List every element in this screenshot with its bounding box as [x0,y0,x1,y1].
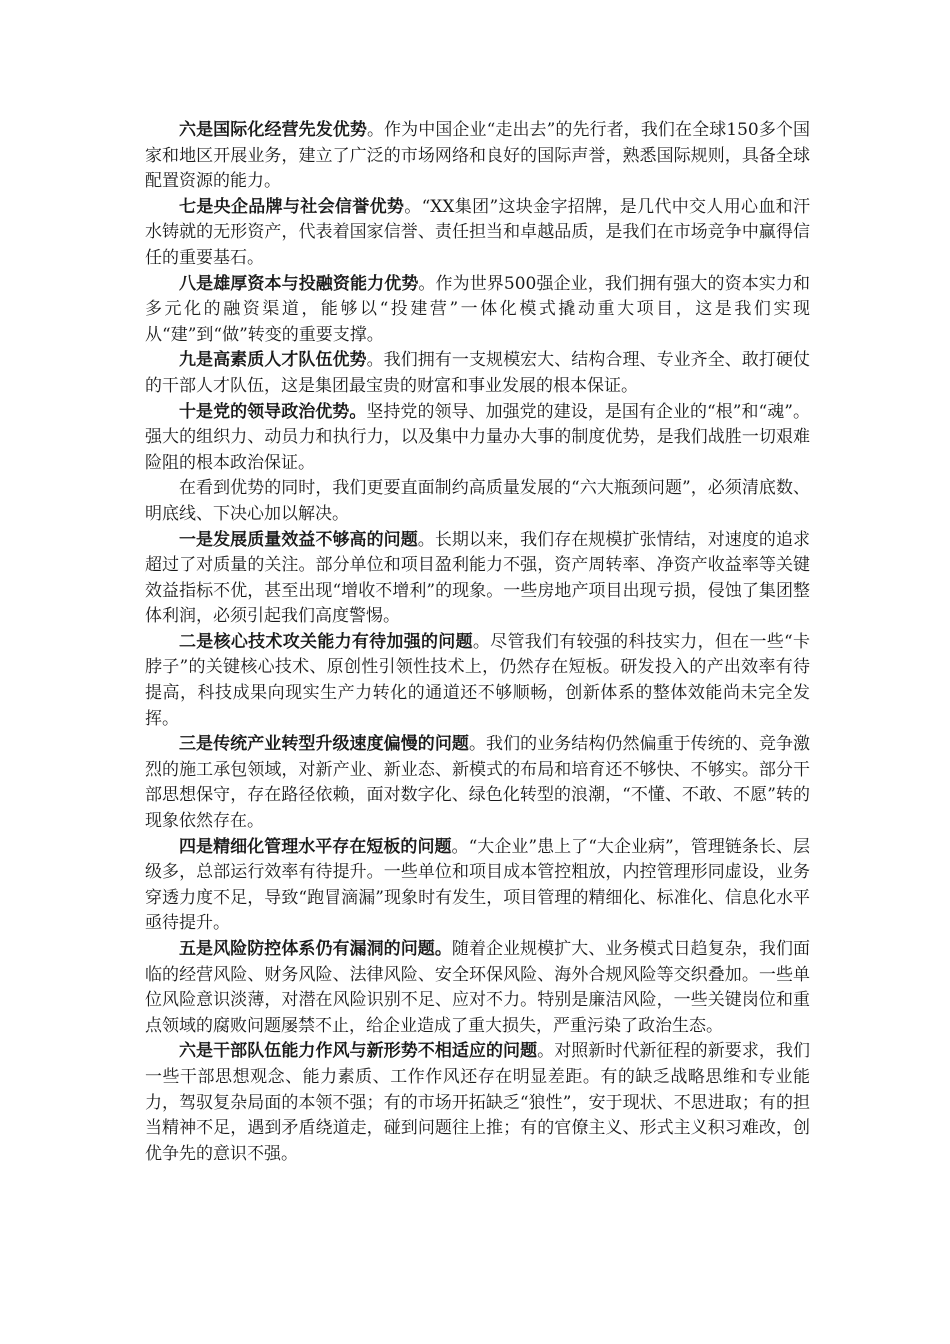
paragraph-lead: 六是国际化经营先发优势 [179,120,367,140]
paragraph-lead: 四是精细化管理水平存在短板的问题 [179,836,452,857]
paragraph-lead: 十是党的领导政治优势。 [179,401,367,422]
paragraph-problem-6 [145,1039,810,1167]
paragraph-problem-3 [145,732,810,834]
paragraph-text: 。我们拥有一支规模宏大、结构合理、专业齐全、敢打硬仗的干部人才队伍，这是集团最宝贵的财富和事业发展的根本保证。 [145,350,811,396]
paragraph-lead: 五是风险防控体系仍有漏洞的问题。 [179,939,452,959]
paragraph-text: 。作为中国企业“走出去”的先行者，我们在全球150多个国家和地区开展业务，建立了广泛的市场网络和良好的国际声誉，熟悉国际规则，具备全球配置资源的能力。 [145,120,810,192]
paragraph-text: 。我们的业务结构仍然偏重于传统的、竞争激烈的施工承包领域，对新产业、新业态、新模式的布局和培育还不够快、不够实。部分干部思想保守，存在路径依赖，面对数字化、绿色化转型的浪潮，“不懂、不敢、不愿”转的现象依然存在。 [145,734,811,832]
paragraph-problem-1 [145,528,810,630]
paragraph-text: 在看到优势的同时，我们更要直面制约高质量发展的“六大瓶颈问题”，必须清底数、明底线、下决心加以解决。 [145,478,810,524]
paragraph-text: 。作为世界500强企业，我们拥有强大的资本实力和多元化的融资渠道，能够以“投建营”一体化模式撬动重大项目，这是我们实现从“建”到“做”转变的重要支撑。 [145,273,810,345]
paragraph-lead: 一是发展质量效益不够高的问题 [179,529,418,550]
paragraph-problem-4 [145,835,810,937]
paragraph-advantage-6 [145,118,810,195]
paragraph-advantage-7 [145,195,810,272]
paragraph-text: 。对照新时代新征程的新要求，我们一些干部思想观念、能力素质、工作作风还存在明显差距。有的缺乏战略思维和专业能力，驾驭复杂局面的本领不强；有的市场开拓缺乏“狼性”，安于现状、不思进取；有的担当精神不足，遇到矛盾绕道走，碰到问题往上推；有的官僚主义、形式主义积习难改，创优争先的意识不强。 [145,1041,811,1164]
paragraph-lead: 三是传统产业转型升级速度偏慢的问题 [179,734,469,755]
paragraph-lead: 二是核心技术攻关能力有待加强的问题 [179,631,473,652]
paragraph-text: 。“大企业”患上了“大企业病”，管理链条长、层级多，总部运行效率有待提升。一些单位和项目成本管控粗放，内控管理形同虚设，业务穿透力度不足，导致“跑冒滴漏”现象时有发生，项目管理的精细化、标准化、信息化水平亟待提升。 [145,836,811,934]
paragraph-advantage-9 [145,348,810,399]
paragraph-text: 随着企业规模扩大、业务模式日趋复杂，我们面临的经营风险、财务风险、法律风险、安全环保风险、海外合规风险等交织叠加。一些单位风险意识淡薄，对潜在风险识别不足、应对不力。特别是廉洁风险，一些关键岗位和重点领域的腐败问题屡禁不止，给企业造成了重大损失，严重污染了政治生态。 [145,939,811,1036]
paragraph-lead: 八是雄厚资本与投融资能力优势 [179,273,419,294]
paragraph-lead: 七是央企品牌与社会信誉优势 [179,196,405,217]
paragraph-problem-2 [145,630,810,732]
paragraph-text: 。尽管我们有较强的科技实力，但在一些“卡脖子”的关键核心技术、原创性引领性技术上，仍然存在短板。研发投入的产出效率有待提高，科技成果向现实生产力转化的通道还不够顺畅，创新体系的整体效能尚未完全发挥。 [145,631,810,729]
paragraph-advantage-10 [145,400,810,477]
paragraph-lead: 九是高素质人才队伍优势 [179,350,367,371]
paragraph-text: 。长期以来，我们存在规模扩张情结，对速度的追求超过了对质量的关注。部分单位和项目盈利能力不强，资产周转率、净资产收益率等关键效益指标不优，甚至出现“增收不增利”的现象。一些房地产项目出现亏损，侵蚀了集团整体利润，必须引起我们高度警惕。 [145,529,811,627]
paragraph-advantage-8 [145,272,810,349]
paragraph-text: 。“XX集团”这块金字招牌，是几代中交人用心血和汗水铸就的无形资产，代表着国家信誉、责任担当和卓越品质，是我们在市场竞争中赢得信任的重要基石。 [145,196,811,268]
paragraph-problem-5 [145,937,810,1039]
paragraph-lead: 六是干部队伍能力作风与新形势不相适应的问题 [179,1041,538,1062]
document-page [145,118,810,1167]
paragraph-text: 坚持党的领导、加强党的建设，是国有企业的“根”和“魂”。强大的组织力、动员力和执行力，以及集中力量办大事的制度优势，是我们战胜一切艰难险阻的根本政治保证。 [145,401,810,473]
paragraph-transition [145,476,810,527]
